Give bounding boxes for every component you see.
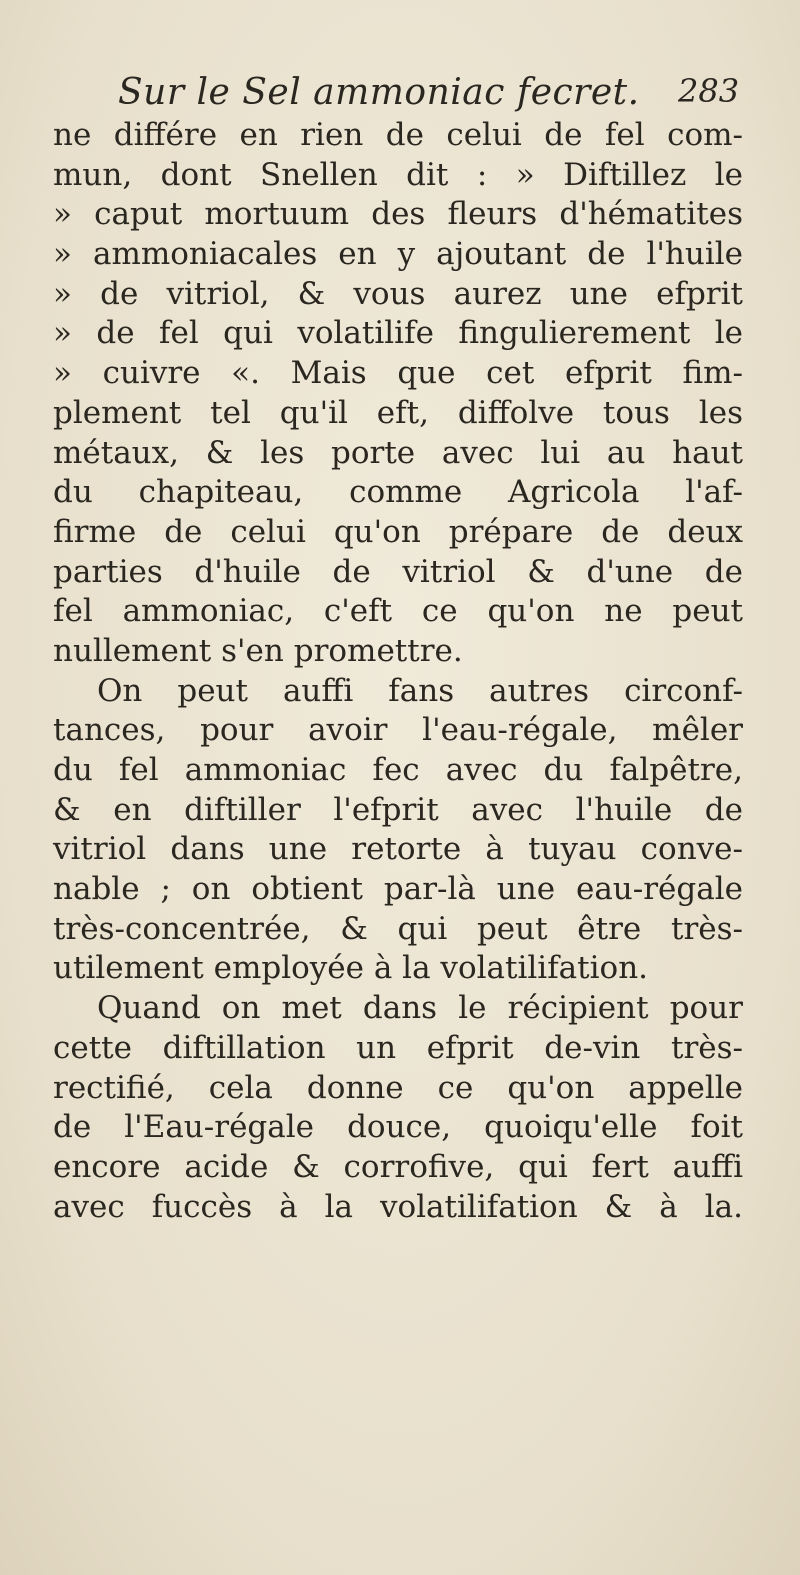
- text-line: ne différe en rien de celui de fel com-: [53, 117, 743, 153]
- page-header: [108, 70, 740, 120]
- text-line: mun, dont Snellen dit : » Diftillez le: [53, 156, 743, 193]
- text-line: tances, pour avoir l'eau-régale, mêler: [53, 712, 743, 749]
- text-line: » de vitriol, & vous aurez une efprit: [53, 275, 743, 312]
- text-line: & en diftiller l'efprit avec l'huile de: [53, 791, 743, 828]
- text-line: nable ; on obtient par-là une eau-régale: [53, 871, 743, 908]
- text-line: Quand on met dans le récipient pour: [97, 990, 743, 1027]
- text-line: » caput mortuum des fleurs d'hématites: [53, 196, 743, 233]
- text-line: rectifié, cela donne ce qu'on appelle: [53, 1069, 743, 1106]
- page-number: 283: [678, 72, 740, 110]
- text-line: du chapiteau, comme Agricola l'af-: [53, 474, 743, 511]
- text-line: vitriol dans une retorte à tuyau conve-: [53, 831, 743, 868]
- text-line: utilement employée à la volatilifation.: [53, 950, 649, 987]
- text-line: métaux, & les porte avec lui au haut: [53, 434, 743, 471]
- text-line: avec fuccès à la volatilifation & à la.: [53, 1188, 743, 1225]
- text-line: » cuivre «. Mais que cet efprit fim-: [53, 355, 743, 392]
- text-line: du fel ammoniac fec avec du falpêtre,: [53, 752, 743, 788]
- text-line: fel ammoniac, c'eft ce qu'on ne peut: [53, 593, 743, 630]
- body-text: [53, 116, 743, 1227]
- text-line: plement tel qu'il eft, diffolve tous les: [53, 394, 743, 431]
- running-title: Sur le Sel ammoniac fecret.: [118, 72, 640, 113]
- text-line: firme de celui qu'on prépare de deux: [53, 513, 743, 550]
- text-line: parties d'huile de vitriol & d'une de: [53, 553, 743, 590]
- text-line: » de fel qui volatilife fingulierement le: [53, 315, 743, 352]
- text-line: On peut auffi fans autres circonf-: [97, 672, 743, 709]
- text-line: très-concentrée, & qui peut être très-: [53, 910, 743, 947]
- text-line: » ammoniacales en y ajoutant de l'huile: [53, 236, 743, 273]
- text-line: cette diftillation un efprit de-vin très-: [53, 1029, 743, 1066]
- text-line: nullement s'en promettre.: [53, 632, 463, 669]
- text-line: encore acide & corrofive, qui fert auffi: [53, 1148, 743, 1185]
- text-line: de l'Eau-régale douce, quoiqu'elle foit: [53, 1109, 743, 1146]
